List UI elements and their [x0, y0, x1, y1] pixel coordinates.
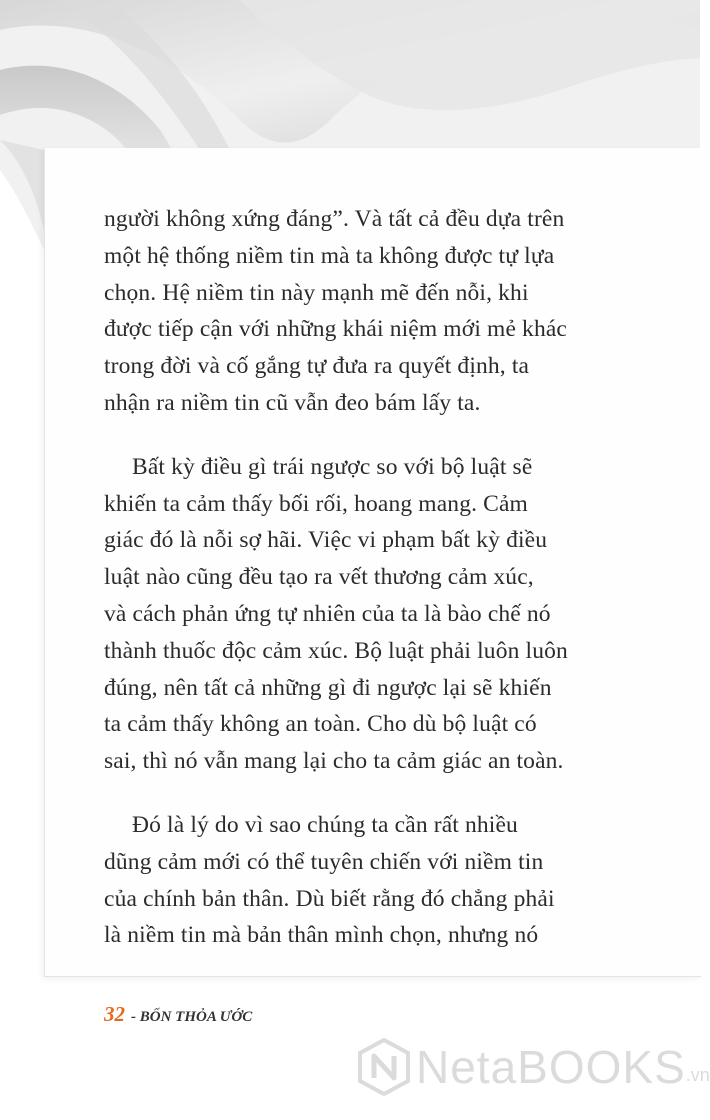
text-line: luật nào cũng đều tạo ra vết thương cảm xúc,	[104, 564, 534, 591]
text-line: đúng, nên tất cả những gì đi ngược lại sẽ khiến	[104, 674, 552, 701]
text-line: sai, thì nó vẫn mang lại cho ta cảm giác an toàn.	[104, 748, 564, 775]
paragraph	[104, 449, 624, 780]
paragraph	[104, 201, 624, 422]
text-line: một hệ thống niềm tin mà ta không được tự lựa	[104, 242, 555, 269]
paragraph-gap	[104, 780, 624, 807]
text-line: của chính bản thân. Dù biết rằng đó chẳng phải	[104, 885, 555, 912]
text-line: là niềm tin mà bản thân mình chọn, nhưng nó	[104, 922, 539, 949]
text-line: người không xứng đáng”. Và tất cả đều dựa trên	[104, 206, 565, 232]
text-line: và cách phản ứng tự nhiên của ta là bào chế nó	[104, 600, 551, 627]
watermark-brand: NetaBOOKS	[416, 1041, 686, 1093]
text-line: khiến ta cảm thấy bối rối, hoang mang. Cảm	[104, 490, 528, 517]
netabooks-logo-icon	[358, 1038, 410, 1096]
text-line: Bất kỳ điều gì trái ngược so với bộ luật sẽ	[132, 453, 533, 480]
text-line: chọn. Hệ niềm tin này mạnh mẽ đến nỗi, khi	[104, 279, 529, 306]
body-text	[104, 201, 624, 954]
page-footer	[104, 1002, 252, 1027]
running-book-title: - BỐN THỎA ƯỚC	[131, 1009, 253, 1025]
text-line: ta cảm thấy không an toàn. Cho dù bộ luật có	[104, 711, 537, 738]
text-line: dũng cảm mới có thể tuyên chiến với niềm tin	[104, 848, 544, 875]
text-line: nhận ra niềm tin cũ vẫn đeo bám lấy ta.	[104, 389, 481, 416]
text-line: giác đó là nỗi sợ hãi. Việc vi phạm bất kỳ điều	[104, 527, 548, 554]
paragraph	[104, 807, 624, 954]
text-line: trong đời và cố gắng tự đưa ra quyết định, ta	[104, 353, 530, 380]
text-line: được tiếp cận với những khái niệm mới mẻ khác	[104, 316, 568, 343]
paragraph-gap	[104, 422, 624, 449]
text-line: Đó là lý do vì sao chúng ta cần rất nhiều	[132, 811, 518, 838]
page-number: 32	[104, 1002, 125, 1026]
watermark-suffix: .vn	[685, 1065, 710, 1085]
text-line: thành thuốc độc cảm xúc. Bộ luật phải luôn luôn	[104, 637, 568, 664]
netabooks-watermark	[358, 1038, 710, 1096]
